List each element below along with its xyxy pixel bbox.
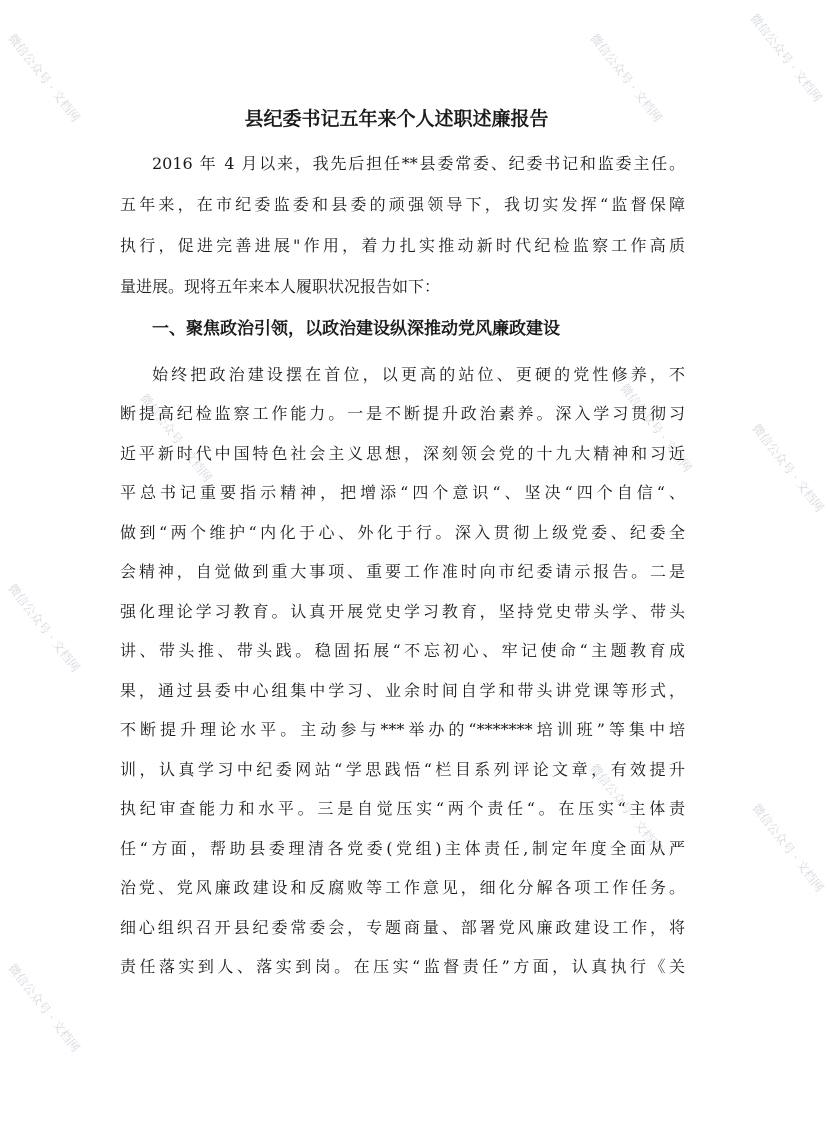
watermark: 微信公众号 · 文档网 xyxy=(749,421,827,515)
body-line: 会精神，自觉做到重大事项、重要工作准时向市纪委请示报告。二是 xyxy=(120,562,685,581)
watermark: 微信公众号 · 文档网 xyxy=(747,11,825,105)
watermark: 微信公众号 · 文档网 xyxy=(749,801,827,895)
intro-line: 2016 年 4 月以来，我先后担任**县委常委、纪委书记和监委主任。 xyxy=(152,154,685,173)
intro-line: 执行，促进完善进展"作用，着力扎实推动新时代纪检监察工作高质 xyxy=(120,236,685,255)
body-line: 责任落实到人、落实到岗。在压实“监督责任”方面，认真执行《关 xyxy=(120,957,685,976)
body-line: 执纪审查能力和水平。三是自觉压实“两个责任“。在压实“主体责 xyxy=(120,799,685,818)
intro-line: 量进展。现将五年来本人履职状况报告如下： xyxy=(120,277,441,296)
body-line: 断提高纪检监察工作能力。一是不断提升政治素养。深入学习贯彻习 xyxy=(120,404,685,423)
watermark: 微信公众号 · 文档网 xyxy=(587,31,665,125)
body-line: 治党、党风廉政建设和反腐败等工作意见，细化分解各项工作任务。 xyxy=(120,878,685,897)
watermark: 微信公众号 · 文档网 xyxy=(5,581,83,675)
watermark: 微信公众号 · 文档网 xyxy=(617,381,695,475)
body-line: 讲、带头推、带头践。稳固拓展“不忘初心、牢记使命“主题教育成 xyxy=(120,641,685,660)
section-heading: 一、聚焦政治引领，以政治建设纵深推动党风廉政建设 xyxy=(152,319,560,339)
body-line: 强化理论学习教育。认真开展党史学习教育，坚持党史带头学、带头 xyxy=(120,602,685,621)
watermark: 微信公众号 · 文档网 xyxy=(5,31,83,125)
body-line: 训，认真学习中纪委网站“学思践悟“栏目系列评论文章，有效提升 xyxy=(120,760,685,779)
document-title: 县纪委书记五年来个人述职述廉报告 xyxy=(244,108,549,130)
body-line: 果，通过县委中心组集中学习、业余时间自学和带头讲党课等形式， xyxy=(120,681,685,700)
intro-line: 五年来，在市纪委监委和县委的顽强领导下，我切实发挥“监督保障 xyxy=(120,195,685,214)
watermark: 微信公众号 · 文档网 xyxy=(137,391,215,485)
body-line: 做到“两个维护“内化于心、外化于行。深入贯彻上级党委、纪委全 xyxy=(120,523,685,542)
body-line: 任“方面，帮助县委理清各党委(党组)主体责任,制定年度全面从严 xyxy=(120,839,685,858)
body-line: 始终把政治建设摆在首位，以更高的站位、更硬的党性修养，不 xyxy=(152,365,685,384)
body-line: 平总书记重要指示精神，把增添“四个意识“、坚决“四个自信“、 xyxy=(120,483,685,502)
body-line: 不断提升理论水平。主动参与***举办的“*******培训班”等集中培 xyxy=(120,720,685,739)
watermark: 微信公众号 · 文档网 xyxy=(5,961,83,1055)
body-line: 细心组织召开县纪委常委会，专题商量、部署党风廉政建设工作，将 xyxy=(120,918,685,937)
watermark: 微信公众号 · 文档网 xyxy=(587,761,665,855)
body-line: 近平新时代中国特色社会主义思想，深刻领会党的十九大精神和习近 xyxy=(120,444,685,463)
